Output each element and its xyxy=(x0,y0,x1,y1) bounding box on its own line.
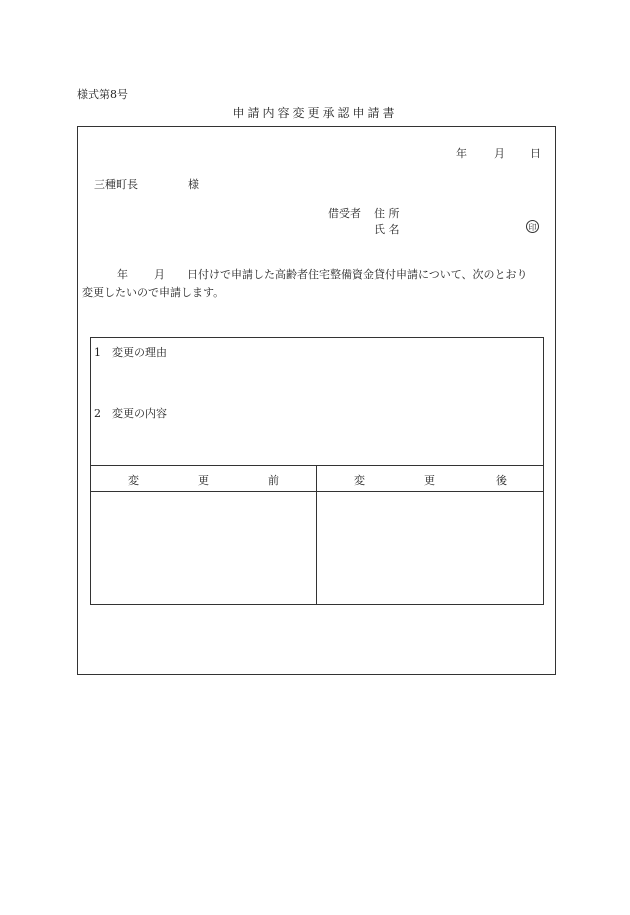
addressee-honorific: 様 xyxy=(188,178,199,191)
date-day-label: 日 xyxy=(530,147,541,160)
table-top-rule xyxy=(90,465,544,466)
section-content-heading: 2 変更の内容 xyxy=(94,407,167,420)
after-header-char-3: 後 xyxy=(496,474,507,487)
form-number: 様式第8号 xyxy=(77,88,128,101)
before-cell[interactable] xyxy=(91,492,315,604)
name-label: 氏 名 xyxy=(374,223,400,236)
seal-icon: 印 xyxy=(526,220,539,233)
date-year-label: 年 xyxy=(456,147,467,160)
date-month-label: 月 xyxy=(494,147,505,160)
section-reason-heading: 1 変更の理由 xyxy=(94,346,167,359)
addressee-name: 三種町長 xyxy=(94,178,138,191)
body-line-1: 日付けで申請した高齢者住宅整備資金貸付申請について、次のとおり xyxy=(187,268,528,281)
body-line-2: 変更したいので申請します。 xyxy=(82,286,225,299)
address-label: 住 所 xyxy=(374,207,400,220)
after-cell[interactable] xyxy=(317,492,543,604)
after-header-char-1: 変 xyxy=(354,474,365,487)
borrower-label: 借受者 xyxy=(328,207,361,220)
before-header-char-2: 更 xyxy=(198,474,209,487)
body-year-label: 年 xyxy=(117,268,128,281)
before-header-char-1: 変 xyxy=(128,474,139,487)
before-header-char-3: 前 xyxy=(268,474,279,487)
after-header-char-2: 更 xyxy=(424,474,435,487)
body-month-label: 月 xyxy=(154,268,165,281)
document-title: 申請内容変更承認申請書 xyxy=(232,106,398,120)
